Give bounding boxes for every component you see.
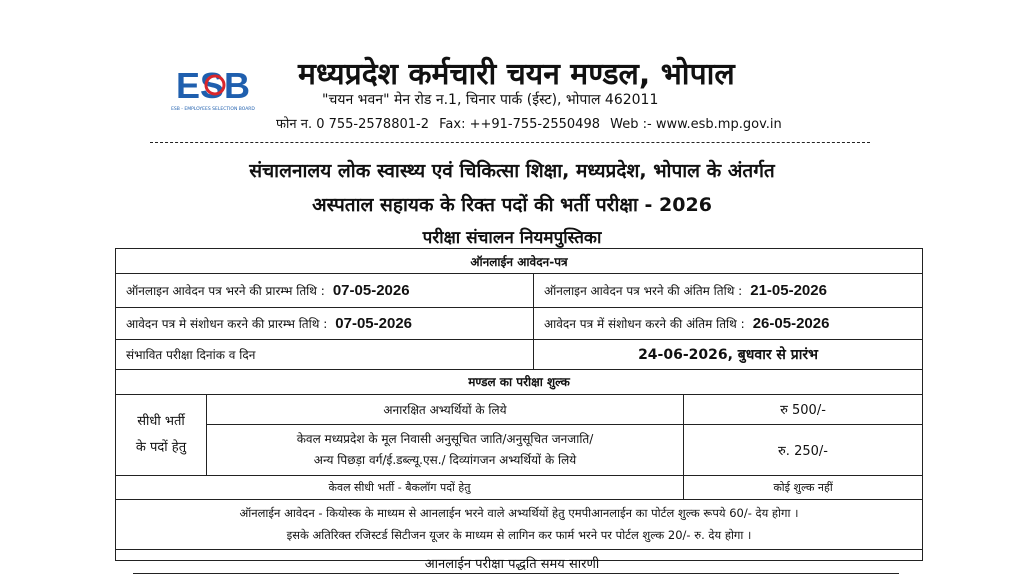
org-title: मध्यप्रदेश कर्मचारी चयन मण्डल, भोपाल xyxy=(298,57,735,92)
exam-date-value: 24-06-2026, बुधवार से प्रारंभ xyxy=(638,346,818,363)
fee-row2-label-2: अन्य पिछड़ा वर्ग/ई.डब्ल्यू.एस./ दिव्यांगजन अभ्यर्थियों के लिये xyxy=(313,453,577,467)
fee-row2-label xyxy=(207,425,683,475)
online-start-label: ऑनलाइन आवेदन पत्र भरने की प्रारम्भ तिथि : xyxy=(126,283,325,298)
online-end-label: ऑनलाइन आवेदन पत्र भरने की अंतिम तिथि : xyxy=(544,283,743,298)
fee-note-1: ऑनलाईन आवेदन - कियोस्क के माध्यम से आनलाईन भरने वाले अभ्यर्थियों हेतु एमपीआनलाईन का पोर्टल शुल्क रूपये 60/- देय होगा । xyxy=(239,506,799,520)
online-end-date: 21-05-2026 xyxy=(750,281,827,299)
header-divider xyxy=(150,142,870,143)
edit-start-row xyxy=(126,307,526,339)
edit-start-label: आवेदन पत्र मे संशोधन करने की प्रारम्भ तिथि : xyxy=(126,316,328,331)
org-phone: फोन न. 0 755-2578801-2 xyxy=(276,117,429,132)
fee-note-2: इसके अतिरिक्त रजिस्टर्ड सिटीजन यूजर के माध्यम से लागिन कर फार्म भरने पर पोर्टल शुल्क 20/- रु. देय होगा । xyxy=(286,528,752,542)
online-start-row xyxy=(126,273,526,307)
edit-end-row xyxy=(544,307,919,339)
logo-text: ESB xyxy=(175,65,251,106)
fee-side-label-2: के पदों हेतु xyxy=(135,439,187,455)
online-end-row xyxy=(544,273,919,307)
exam-info-table xyxy=(115,248,923,561)
fee-row1-label: अनारक्षित अभ्यर्थियों के लिये xyxy=(383,402,507,417)
org-address: "चयन भवन" मेन रोड न.1, चिनार पार्क (ईस्ट), भोपाल 462011 xyxy=(322,92,659,108)
title-line-1: संचालनालय लोक स्वास्थ्य एवं चिकित्सा शिक्षा, मध्यप्रदेश, भोपाल के अंतर्गत xyxy=(249,160,775,182)
online-start-date: 07-05-2026 xyxy=(332,281,410,299)
edit-end-label: आवेदन पत्र में संशोधन करने की अंतिम तिथि : xyxy=(544,316,745,331)
fee-notes xyxy=(116,499,922,549)
schedule-table-top xyxy=(133,573,899,584)
fee-row3-label: केवल सीधी भर्ती - बैकलॉग पदों हेतु xyxy=(328,480,471,494)
fee-row2-label-1: केवल मध्यप्रदेश के मूल निवासी अनुसूचित जाति/अनुसूचित जनजाति/ xyxy=(296,432,594,446)
fee-row1-value: रु 500/- xyxy=(780,403,826,418)
org-contact xyxy=(276,114,788,132)
title-line-3: परीक्षा संचालन नियमपुस्तिका xyxy=(422,228,602,248)
edit-start-date: 07-05-2026 xyxy=(335,314,413,332)
online-section-heading: ऑनलाईन आवेदन-पत्र xyxy=(470,254,568,269)
schedule-heading: आनलाईन परीक्षा पद्धति समय सारणी xyxy=(424,557,600,572)
org-fax: Fax: ++91-755-2550498 xyxy=(439,117,600,132)
title-line-2: अस्पताल सहायक के रिक्त पदों की भर्ती परीक्षा - 2026 xyxy=(312,194,712,216)
esb-logo xyxy=(168,58,258,120)
org-web[interactable]: Web :- www.esb.mp.gov.in xyxy=(610,117,782,132)
fee-row3-value: कोई शुल्क नहीं xyxy=(773,480,833,494)
exam-date-label: संभावित परीक्षा दिनांक व दिन xyxy=(126,347,256,362)
fee-row2-value: रु. 250/- xyxy=(778,444,828,459)
fee-section-heading: मण्डल का परीक्षा शुल्क xyxy=(468,375,570,389)
edit-end-date: 26-05-2026 xyxy=(752,314,830,332)
logo-tagline: ESB - EMPLOYEES SELECTION BOARD xyxy=(171,107,255,112)
fee-side-label xyxy=(116,394,206,475)
fee-side-label-1: सीधी भर्ती xyxy=(137,413,185,429)
